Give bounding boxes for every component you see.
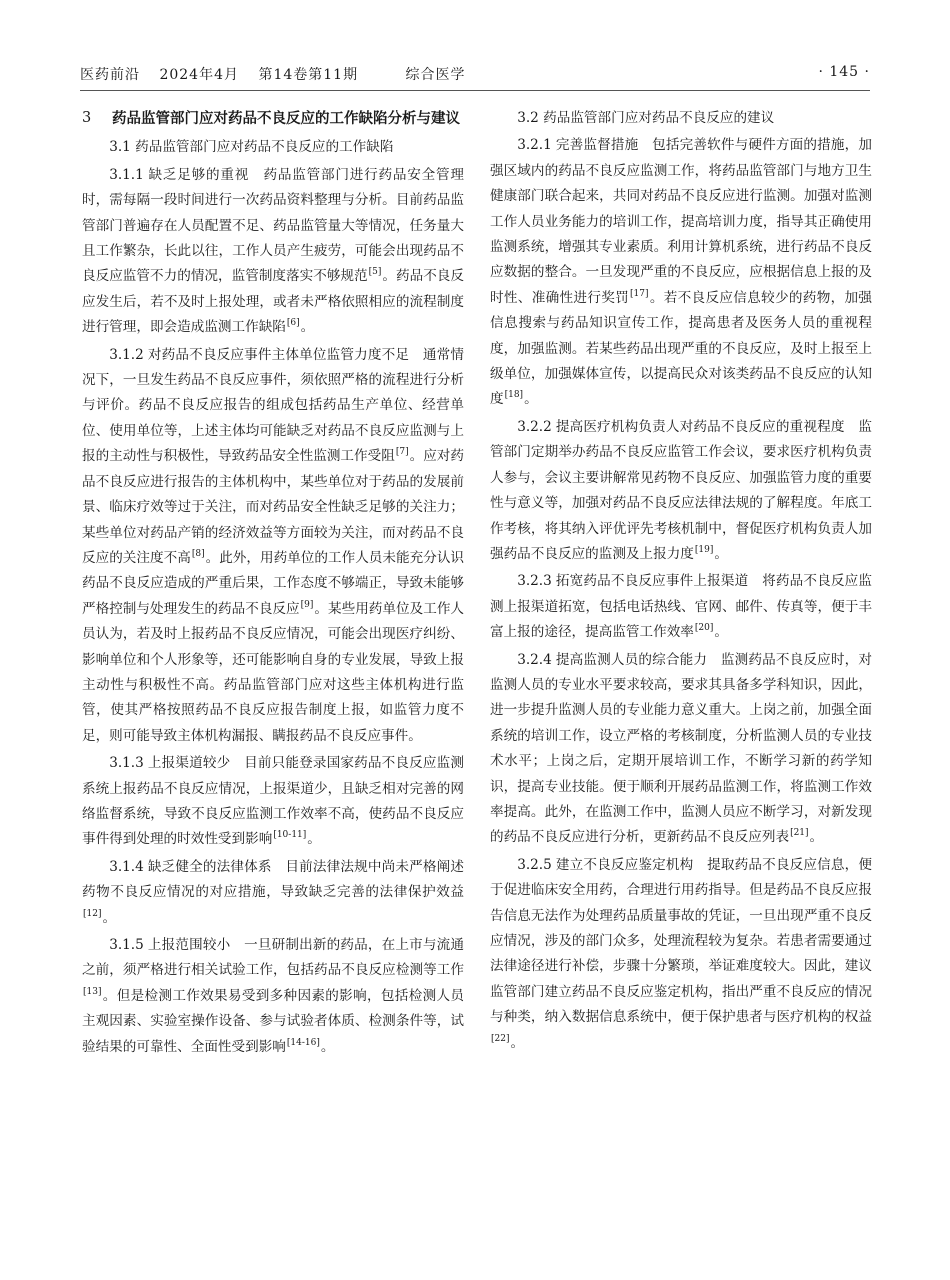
- paragraph-text: 。: [524, 391, 538, 408]
- citation: [7]: [395, 447, 409, 458]
- paragraph-3-2-5: [490, 853, 872, 1056]
- paragraph-3-2-2: [490, 415, 872, 567]
- subsubsection-title: 上报范围较小: [147, 937, 231, 953]
- paragraph-text: 。: [307, 831, 321, 848]
- subsubsection-title: 缺乏健全的法律体系: [147, 858, 272, 875]
- paragraph-text: 。: [714, 624, 728, 641]
- paragraph-text: 。若不良反应信息较少的药物，加强信息搜索与药品知识宣传工作，提高患者及医务人员的重视程度，加强监测。若某些药品出现严重的不良反应，及时上报至上级单位，加强媒体宣传，以提高民众对该类药品不良反应的认知度: [490, 289, 873, 408]
- paragraph-3-2-3: [490, 569, 872, 645]
- subsubsection-number: 3.2.3: [517, 573, 552, 590]
- citation: [14-16]: [286, 1037, 320, 1048]
- section-number: 3: [82, 110, 92, 126]
- paragraph-text: 。某些用药单位及工作人员认为，若及时上报药品不良反应情况，可能会出现医疗纠纷、影响单位和个人形象等，还可能影响自身的专业发展，导致上报主动性与积极性不高。药品监管部门应对这些主体机构进行监管，使其严格按照药品不良反应报告制度上报，如监管力度不足，则可能导致主体机构漏报、瞒报药品不良反应事件。: [82, 600, 465, 744]
- subsubsection-title: 完善监督措施: [555, 137, 639, 154]
- subsubsection-number: 3.1.5: [109, 937, 144, 953]
- subsubsection-title: 提高监测人员的综合能力: [555, 651, 708, 668]
- citation: [6]: [286, 318, 300, 329]
- paragraph-text: 目前只能登录国家药品不良反应监测系统上报药品不良反应情况，上报渠道少，且缺乏相对完善的网络监督系统，导致不良反应监测工作效率不高，使药品不良反应事件得到处理的时效性受到影响: [82, 755, 465, 848]
- subsubsection-number: 3.1.4: [109, 858, 144, 875]
- subsubsection-title: 提高医疗机构负责人对药品不良反应的重视程度: [555, 418, 845, 435]
- journal-name: 医药前沿: [80, 67, 140, 83]
- paragraph-text: 监管部门定期举办药品不良反应监管工作会议，要求医疗机构负责人参与，会议主要讲解常见药物不良反应、加强监管力度的重要性与意义等，加强对药品不良反应法律法规的了解程度。年底工作考核，将其纳入评优评先考核机制中，督促医疗机构负责人加强药品不良反应的监测及上报力度: [490, 418, 872, 562]
- paragraph-text: 监测药品不良反应时，对监测人员的专业水平要求较高，要求其具备多学科知识，因此，进一步提升监测人员的专业能力意义重大。上岗之前，加强全面系统的培训工作，设立严格的考核制度，分析监测人员的专业技术水平；上岗之后，定期开展培训工作，不断学习新的药学知识，提高专业技能。便于顺利开展药品监测工作，将监测工作效率提高。此外，在监测工作中，监测人员应不断学习，对新发现的药品不良反应进行分析，更新药品不良反应列表: [490, 651, 873, 846]
- citation: [21]: [790, 828, 809, 839]
- subsection-3-2-heading: 3.2 药品监管部门应对药品不良反应的建议: [517, 110, 775, 126]
- right-column: [490, 106, 872, 1058]
- paragraph-text: 。: [320, 1038, 335, 1055]
- paragraph-text: 。应对药品不良反应进行报告的主体机构中，某些单位对于药品的发展前景、临床疗效等过于关注，而对药品安全性缺乏足够的关注力；某些单位对药品产销的经济效益等方面较为关注，而对药品不良反应的关注度不高: [82, 448, 465, 566]
- subsubsection-title: 拓宽药品不良反应事件上报渠道: [555, 573, 749, 590]
- paragraph-text: 将药品不良反应监测上报渠道拓宽，包括电话热线、官网、邮件、传真等，便于丰富上报的途径，提高监管工作效率: [490, 573, 873, 641]
- paragraph-text: 。: [714, 545, 728, 562]
- subsection-3-1-heading: 3.1 药品监管部门应对药品不良反应的工作缺陷: [109, 139, 394, 156]
- citation: [13]: [83, 986, 102, 997]
- citation: [22]: [491, 1033, 510, 1044]
- page-number: · 145 ·: [818, 64, 870, 80]
- subsubsection-title: 对药品不良反应事件主体单位监管力度不足: [147, 346, 410, 363]
- paragraph-text: 。: [809, 829, 824, 846]
- citation: [19]: [694, 544, 714, 555]
- paragraph-3-2-4: [490, 648, 872, 851]
- subsubsection-number: 3.2.5: [517, 856, 552, 873]
- header-left: [80, 64, 480, 84]
- paragraph-3-2-1: [490, 133, 872, 412]
- paragraph-text: 包括完善软件与硬件方面的措施，加强区域内的药品不良反应监测工作，将药品监管部门与地方卫生健康部门联合起来，共同对药品不良反应进行监测。加强对监测工作人员业务能力的培训工作，提高培训力度，指导其正确使用监测系统，增强其专业素质。利用计算机系统，进行药品不良反应数据的整合。一旦发现严重的不良反应，应根据信息上报的及时性、准确性进行奖罚: [490, 137, 873, 306]
- paragraph-text: 。: [510, 1034, 525, 1051]
- subsubsection-title: 建立不良反应鉴定机构: [555, 856, 694, 873]
- left-column: [82, 106, 464, 1062]
- citation: [12]: [83, 908, 102, 919]
- subsubsection-number: 3.1.1: [109, 166, 144, 183]
- paragraph-text: 。药品不良反应发生后，若不及时上报处理，或者未严格依照相应的流程制度进行管理，即会造成监测工作缺陷: [82, 268, 465, 336]
- subsubsection-number: 3.2.1: [517, 137, 552, 154]
- citation: [17]: [630, 288, 649, 299]
- citation: [8]: [191, 548, 205, 559]
- paragraph-3-1-2: [82, 343, 464, 750]
- paragraph-text: 。: [102, 909, 117, 926]
- citation: [9]: [300, 599, 314, 610]
- subsubsection-number: 3.2.4: [517, 651, 552, 668]
- issue-date: 2024年4月: [159, 67, 239, 83]
- paragraph-text: 通常情况下，一旦发生药品不良反应事件，须依照严格的流程进行分析与评价。药品不良反应报告的组成包括药品生产单位、经营单位、使用单位等，上述主体均可能缺乏对药品不良反应监测与上报的主动性与积极性，导致药品安全性监测工作受阻: [82, 346, 465, 465]
- citation: [5]: [368, 267, 382, 278]
- paragraph-text: 。: [300, 319, 315, 336]
- section-title: 药品监管部门应对药品不良反应的工作缺陷分析与建议: [112, 110, 460, 127]
- running-header: [80, 60, 870, 91]
- subsubsection-number: 3.1.3: [109, 755, 144, 772]
- paragraph-text: 提取药品不良反应信息，便于促进临床安全用药，合理进行用药指导。但是药品不良反应报告信息无法作为处理药品质量事故的凭证，一旦出现严重不良反应情况，涉及的部门众多，处理流程较为复杂。若患者需要通过法律途径进行补偿，步骤十分繁琐，举证难度较大。因此，建议监管部门建立药品不良反应鉴定机构，指出严重不良反应的情况与种类，纳入数据信息系统中，便于保护患者与医疗机构的权益: [490, 856, 872, 1026]
- paragraph-3-1-4: [82, 855, 464, 931]
- paragraph-3-1-1: [82, 163, 464, 341]
- subsubsection-number: 3.2.2: [517, 418, 552, 435]
- subsubsection-title: 缺乏足够的重视: [147, 166, 250, 183]
- paragraph-text: 药品监管部门进行药品安全管理时，需每隔一段时间进行一次药品资料整理与分析。目前药品监管部门普遍存在人员配置不足、药品监管量大等情况，任务量大且工作繁杂，长此以往，工作人员产生疲劳，可能会出现药品不良反应监管不力的情况，监管制度落实不够规范: [82, 166, 465, 285]
- paragraph-text: 一旦研制出新的药品，在上市与流通之前，须严格进行相关试验工作，包括药品不良反应检测等工作: [82, 937, 465, 979]
- section-3-heading: [82, 106, 464, 131]
- subsubsection-number: 3.1.2: [109, 346, 144, 363]
- paragraph-text: 。此外，用药单位的工作人员未能充分认识药品不良反应造成的严重后果，工作态度不够端正，导致未能够严格控制与处理发生的药品不良反应: [82, 549, 465, 617]
- paragraph-3-1-3: [82, 751, 464, 853]
- volume-issue: 第14卷第11期: [258, 67, 359, 83]
- paragraph-text: 。但是检测工作效果易受到多种因素的影响，包括检测人员主观因素、实验室操作设备、参与试验者体质、检测条件等，试验结果的可靠性、全面性受到影响: [82, 987, 464, 1055]
- paragraph-text: 目前法律法规中尚未严格阐述药物不良反应情况的对应措施，导致缺乏完善的法律保护效益: [82, 858, 465, 901]
- citation: [18]: [504, 390, 524, 401]
- citation: [20]: [694, 623, 714, 634]
- section-name: 综合医学: [405, 67, 466, 83]
- citation: [10-11]: [273, 830, 307, 841]
- subsubsection-title: 上报渠道较少: [147, 755, 231, 772]
- paragraph-3-1-5: [82, 933, 464, 1060]
